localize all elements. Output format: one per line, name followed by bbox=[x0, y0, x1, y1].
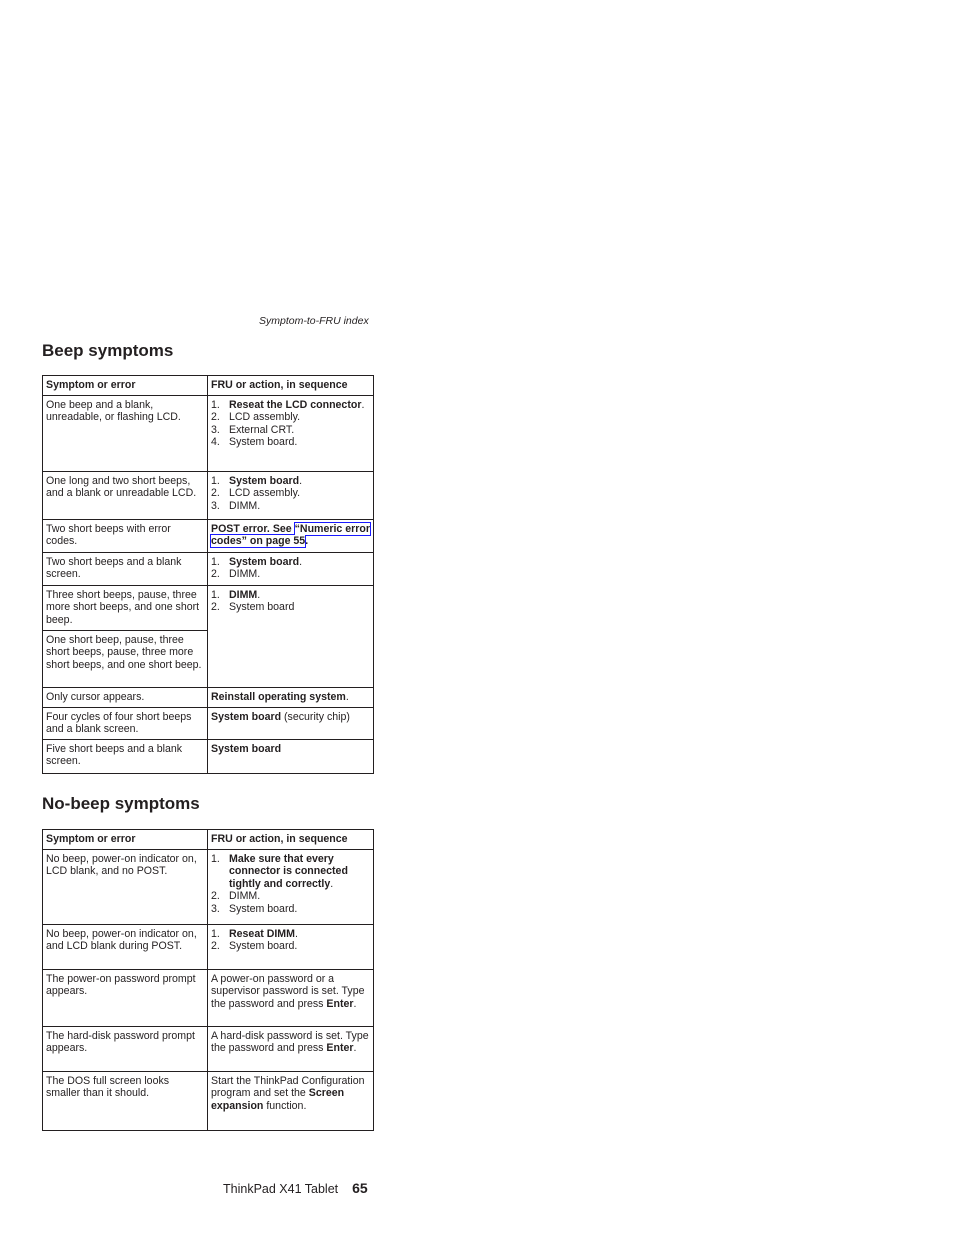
step-plain-text: . bbox=[299, 474, 303, 487]
symptom-cell: The hard-disk password prompt appears. bbox=[43, 1026, 208, 1071]
step-number: 1. bbox=[211, 852, 220, 865]
step-text bbox=[229, 940, 297, 953]
bold-text: Enter bbox=[326, 997, 354, 1010]
cross-reference-link[interactable]: “Numeric error codes” on page 55 bbox=[211, 522, 370, 547]
bold-text: Reinstall operating system bbox=[211, 690, 346, 703]
table-row bbox=[43, 969, 374, 1026]
step-plain-text: . bbox=[299, 555, 303, 568]
running-header: Symptom-to-FRU index bbox=[259, 315, 369, 327]
action-cell bbox=[208, 552, 374, 585]
step-plain-text: . bbox=[294, 927, 298, 940]
step-plain-text: . bbox=[361, 398, 365, 411]
step-text bbox=[229, 436, 297, 449]
page-footer bbox=[223, 1180, 368, 1196]
plain-text: . bbox=[353, 997, 357, 1010]
step-bold-text: System board bbox=[229, 474, 300, 487]
bold-text: System board bbox=[211, 710, 282, 723]
symptom-cell: One short beep, pause, three short beeps, pause, three more short beeps, and one short beep. bbox=[43, 630, 208, 687]
table-header-row bbox=[43, 830, 374, 850]
step-number: 1. bbox=[211, 588, 220, 601]
table-row bbox=[43, 585, 374, 630]
step-number: 2. bbox=[211, 411, 220, 423]
symptom-cell: Five short beeps and a blank screen. bbox=[43, 739, 208, 773]
step-bold-text: Reseat DIMM bbox=[229, 927, 295, 940]
step-number: 1. bbox=[211, 474, 220, 487]
plain-text: . bbox=[345, 690, 349, 703]
action-step bbox=[211, 601, 370, 614]
action-cell bbox=[208, 739, 374, 773]
plain-text: A hard-disk password is set. Type the password and press bbox=[211, 1029, 369, 1054]
action-step bbox=[211, 890, 370, 903]
step-text bbox=[229, 500, 260, 513]
step-plain-text: DIMM. bbox=[229, 499, 261, 512]
symptom-cell: The DOS full screen looks smaller than it should. bbox=[43, 1071, 208, 1130]
action-cell bbox=[208, 519, 374, 552]
page-number: 65 bbox=[352, 1180, 368, 1196]
action-step bbox=[211, 568, 370, 581]
step-plain-text: DIMM. bbox=[229, 890, 261, 902]
table-row bbox=[43, 552, 374, 585]
action-cell bbox=[208, 1071, 374, 1130]
action-step bbox=[211, 500, 370, 513]
symptom-cell: Two short beeps and a blank screen. bbox=[43, 552, 208, 585]
action-cell bbox=[208, 585, 374, 687]
action-step bbox=[211, 589, 370, 602]
table-row bbox=[43, 519, 374, 552]
step-plain-text: System board. bbox=[229, 436, 298, 448]
table-row bbox=[43, 395, 374, 471]
step-number: 3. bbox=[211, 902, 220, 915]
step-text bbox=[229, 487, 300, 500]
beep-symptoms-table bbox=[42, 375, 374, 774]
symptom-cell: No beep, power-on indicator on, and LCD blank during POST. bbox=[43, 924, 208, 969]
action-step bbox=[211, 853, 370, 891]
step-text bbox=[229, 475, 302, 488]
step-bold-text: Reseat the LCD connector bbox=[229, 398, 362, 411]
step-number: 1. bbox=[211, 555, 220, 568]
step-number: 2. bbox=[211, 487, 220, 499]
bold-text: . bbox=[305, 535, 309, 547]
step-plain-text: . bbox=[330, 877, 334, 890]
step-plain-text: LCD assembly. bbox=[229, 411, 301, 423]
table-row bbox=[43, 1071, 374, 1130]
step-text bbox=[229, 424, 294, 437]
step-number: 3. bbox=[211, 423, 220, 436]
plain-text: (security chip) bbox=[281, 710, 350, 723]
step-plain-text: System board. bbox=[229, 940, 298, 952]
step-text bbox=[229, 411, 300, 424]
table-row bbox=[43, 739, 374, 773]
bold-text: Screen expansion bbox=[211, 1087, 345, 1112]
plain-text: Start the ThinkPad Configuration program and set the bbox=[211, 1074, 365, 1099]
step-plain-text: External CRT. bbox=[229, 423, 295, 436]
column-header: Symptom or error bbox=[43, 830, 208, 850]
action-step bbox=[211, 928, 370, 941]
step-plain-text: System board. bbox=[229, 902, 298, 915]
action-cell bbox=[208, 707, 374, 739]
plain-text: A power-on password or a supervisor password is set. Type the password and press bbox=[211, 972, 365, 1010]
column-header: FRU or action, in sequence bbox=[208, 830, 374, 850]
step-plain-text: . bbox=[257, 588, 261, 601]
step-text bbox=[229, 890, 260, 903]
no-beep-symptoms-heading: No-beep symptoms bbox=[42, 794, 200, 813]
step-plain-text: LCD assembly. bbox=[229, 487, 301, 499]
symptom-cell: Only cursor appears. bbox=[43, 687, 208, 707]
action-step bbox=[211, 436, 370, 449]
step-text bbox=[229, 399, 364, 412]
step-number: 1. bbox=[211, 398, 220, 411]
step-plain-text: System board bbox=[229, 601, 295, 613]
step-text bbox=[229, 556, 302, 569]
step-number: 2. bbox=[211, 890, 220, 902]
action-step bbox=[211, 940, 370, 953]
step-bold-text: System board bbox=[229, 555, 300, 568]
step-text bbox=[229, 928, 298, 941]
symptom-cell: One beep and a blank, unreadable, or flashing LCD. bbox=[43, 395, 208, 471]
table-row bbox=[43, 687, 374, 707]
symptom-cell: No beep, power-on indicator on, LCD blank, and no POST. bbox=[43, 849, 208, 924]
beep-symptoms-heading: Beep symptoms bbox=[42, 341, 174, 360]
action-cell bbox=[208, 1026, 374, 1071]
action-step bbox=[211, 556, 370, 569]
step-bold-text: DIMM bbox=[229, 588, 258, 601]
step-text bbox=[229, 601, 294, 614]
plain-text: . bbox=[353, 1042, 357, 1054]
step-number: 2. bbox=[211, 568, 220, 580]
action-step bbox=[211, 487, 370, 500]
symptom-cell: Two short beeps with error codes. bbox=[43, 519, 208, 552]
step-plain-text: DIMM. bbox=[229, 568, 261, 580]
step-text bbox=[229, 903, 297, 916]
table-row bbox=[43, 1026, 374, 1071]
action-step bbox=[211, 399, 370, 412]
step-text bbox=[229, 568, 260, 581]
book-title: ThinkPad X41 Tablet bbox=[223, 1182, 339, 1196]
action-cell bbox=[208, 395, 374, 471]
action-step bbox=[211, 424, 370, 437]
bold-text: Enter bbox=[326, 1042, 354, 1054]
action-step bbox=[211, 411, 370, 424]
action-step bbox=[211, 903, 370, 916]
symptom-cell: The power-on password prompt appears. bbox=[43, 969, 208, 1026]
table-row bbox=[43, 471, 374, 519]
action-cell bbox=[208, 849, 374, 924]
step-text bbox=[229, 589, 260, 602]
step-number: 3. bbox=[211, 499, 220, 512]
table-row bbox=[43, 707, 374, 739]
table-row bbox=[43, 849, 374, 924]
action-cell bbox=[208, 471, 374, 519]
column-header: Symptom or error bbox=[43, 376, 208, 396]
step-number: 2. bbox=[211, 940, 220, 952]
action-cell bbox=[208, 687, 374, 707]
step-number: 1. bbox=[211, 927, 220, 940]
table-header-row bbox=[43, 376, 374, 396]
symptom-cell: One long and two short beeps, and a blank or unreadable LCD. bbox=[43, 471, 208, 519]
step-number: 2. bbox=[211, 601, 220, 613]
action-cell bbox=[208, 924, 374, 969]
symptom-cell: Three short beeps, pause, three more short beeps, and one short beep. bbox=[43, 585, 208, 630]
symptom-cell: Four cycles of four short beeps and a blank screen. bbox=[43, 707, 208, 739]
plain-text: function. bbox=[263, 1099, 307, 1112]
table-row bbox=[43, 924, 374, 969]
no-beep-symptoms-table bbox=[42, 829, 374, 1131]
bold-text: POST error. See bbox=[211, 522, 295, 535]
action-step bbox=[211, 475, 370, 488]
bold-text: System board bbox=[211, 742, 282, 755]
action-cell bbox=[208, 969, 374, 1026]
column-header: FRU or action, in sequence bbox=[208, 376, 374, 396]
step-bold-text: Make sure that every connector is connected tightly and correctly bbox=[229, 852, 348, 890]
step-number: 4. bbox=[211, 436, 220, 448]
step-text bbox=[229, 853, 370, 891]
